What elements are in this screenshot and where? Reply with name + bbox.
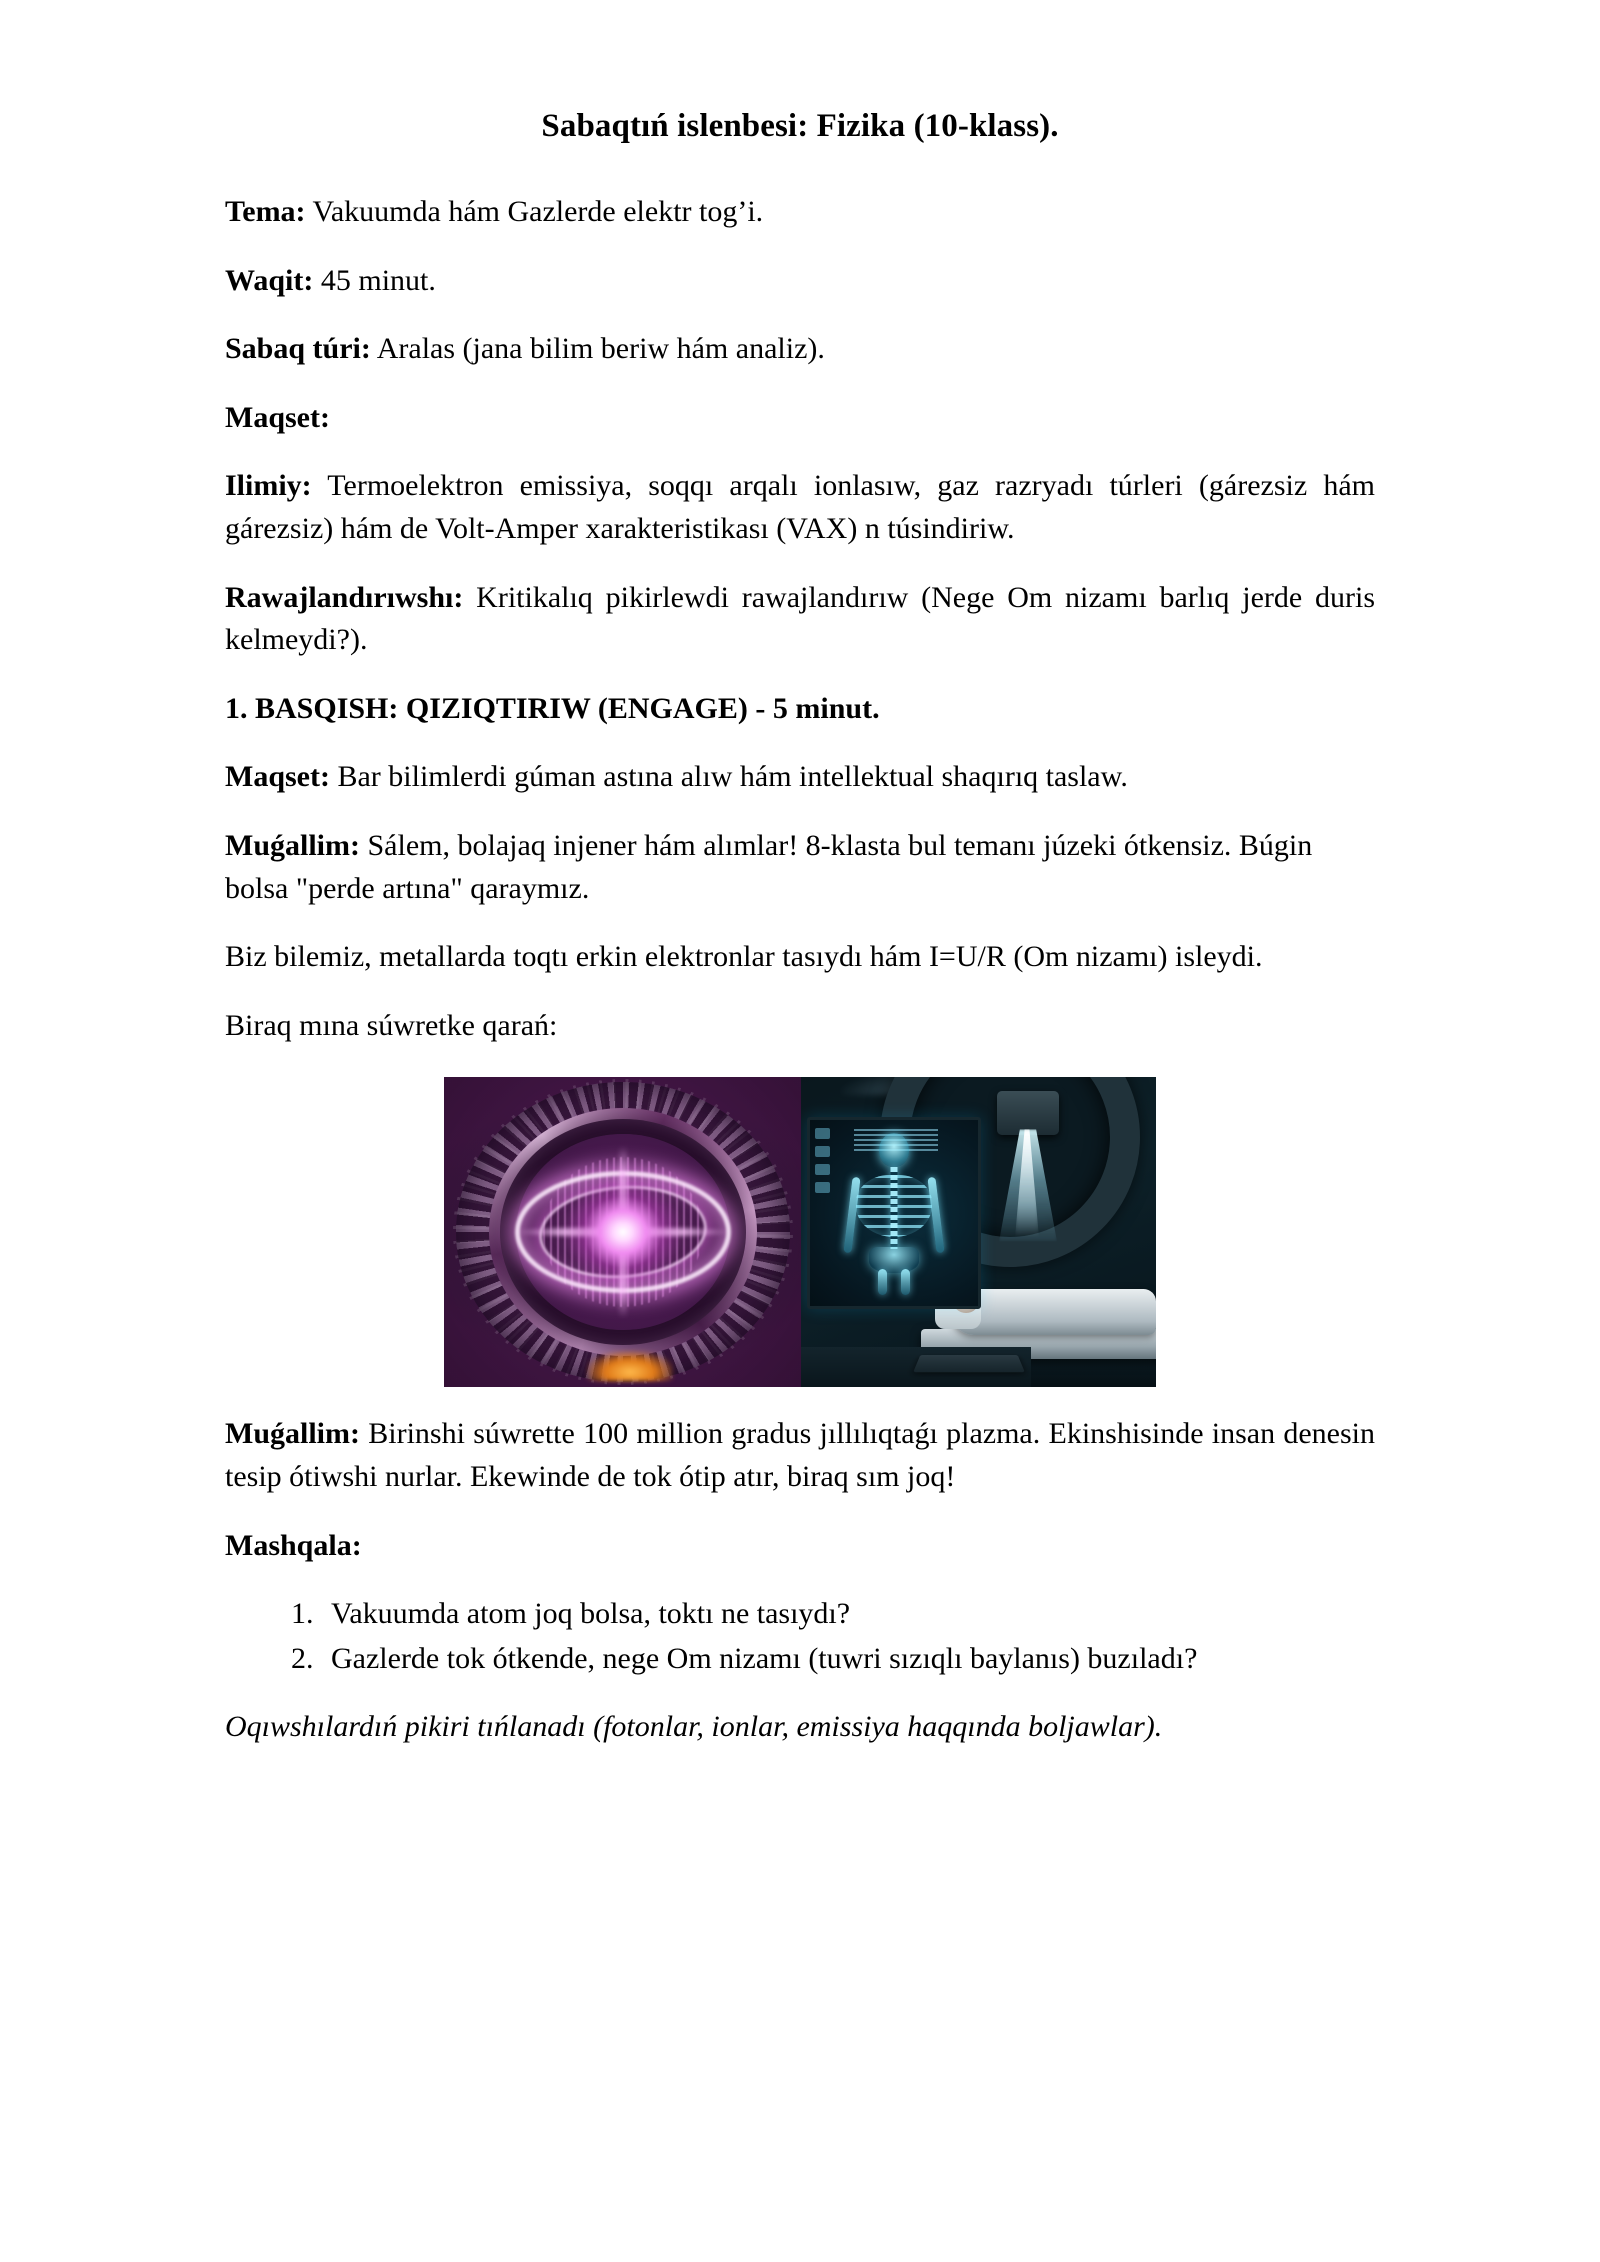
meta-row-tema — [225, 191, 1375, 234]
stage-heading: 1. BASQISH: QIZIQTIRIW (ENGAGE) - 5 minut. — [225, 691, 880, 725]
meta-value-tema: Vakuumda hám Gazlerde elektr tog’i. — [305, 195, 764, 228]
tokamak-bottom-light — [587, 1351, 673, 1381]
meta-label-waqit: Waqit: — [225, 263, 314, 297]
teacher-line-1 — [225, 825, 1375, 910]
meta-label-maqset: Maqset: — [225, 400, 330, 434]
skeleton-pelvis — [869, 1247, 919, 1273]
goal-value-rawajlandiriwshi: Kritikalıq pikirlewdi rawajlandırıw (Nege Om nizamı barlıq jerde duris kelmeydi?). — [225, 580, 1375, 657]
figure-block — [225, 1077, 1375, 1387]
teacher-line-2 — [225, 1413, 1375, 1498]
goal-label-rawajlandiriwshi: Rawajlandırıwshı: — [225, 580, 464, 614]
xray-monitor — [807, 1117, 981, 1309]
monitor-sidebar — [815, 1128, 841, 1288]
teacher-label-2: Muǵallim: — [225, 1417, 360, 1451]
question-list — [225, 1593, 1375, 1680]
beam-emitter-head — [997, 1091, 1059, 1135]
body-paragraph-2: Biraq mına súwretke qarań: — [225, 1008, 558, 1042]
goal-label-ilimiy: Ilimiy: — [225, 469, 312, 503]
goal-ilimiy — [225, 465, 1375, 550]
problem-heading: Mashqala: — [225, 1528, 362, 1562]
skeleton-leg-right — [901, 1269, 910, 1295]
figure-image-pair — [444, 1077, 1156, 1387]
meta-row-sabaq-turi — [225, 328, 1375, 371]
meta-label-sabaq-turi: Sabaq túri: — [225, 332, 371, 366]
list-item: 2. Gazlerde tok ótkende, nege Om nizamı (tuwri sızıqlı baylanıs) buzıladı? — [321, 1638, 1375, 1681]
stage-goal-label: Maqset: — [225, 760, 330, 794]
stage-goal-value: Bar bilimlerdi gúman astına alıw hám intellektual shaqırıq taslaw. — [329, 760, 1128, 794]
xray-radiotherapy-image — [801, 1077, 1156, 1387]
monitor-thumb — [815, 1128, 830, 1139]
patient-body — [951, 1289, 1156, 1335]
monitor-thumb — [815, 1164, 830, 1175]
meta-value-sabaq-turi: Aralas (jana bilim beriw hám analiz). — [370, 332, 825, 366]
keyboard-icon — [913, 1355, 1025, 1372]
goal-value-ilimiy: Termoelektron emissiya, soqqı arqalı ionlasıw, gaz razryadı túrleri (gárezsiz hám gárezsiz) hám de Volt-Amper xarakteristikası (VAX) n túsindiriw. — [225, 469, 1375, 545]
teacher-text-1: Sálem, bolajaq injener hám alımlar! 8-klasta bul temanı júzeki ótkensiz. Búgin bolsa "perde artına" qaraymız. — [225, 828, 1313, 905]
list-item: 1. Vakuumda atom joq bolsa, toktı ne tasıydı? — [321, 1593, 1375, 1636]
skeleton-spine — [891, 1167, 898, 1249]
tokamak-plasma-image — [444, 1077, 801, 1387]
xray-skeleton-icon — [842, 1131, 946, 1295]
meta-value-waqit: 45 minut. — [313, 263, 436, 297]
meta-label-tema: Tema: — [225, 195, 306, 228]
body-paragraph-1: Biz bilemiz, metallarda toqtı erkin elektronlar tasıydı hám I=U/R (Om nizamı) isleydi. — [225, 940, 1263, 974]
monitor-thumb — [815, 1146, 830, 1157]
teacher-label-1: Muǵallim: — [225, 828, 360, 862]
meta-row-maqset — [225, 397, 1375, 440]
teacher-text-2: Birinshi súwrette 100 million gradus jıllılıqtaǵı plazma. Ekinshisinde insan denesin tesip ótiwshi nurlar. Ekewinde de tok ótip atır, biraq sım joq! — [225, 1417, 1375, 1493]
skeleton-skull — [879, 1133, 909, 1167]
meta-row-waqit — [225, 260, 1375, 303]
skeleton-leg-left — [878, 1269, 887, 1295]
goal-rawajlandiriwshi — [225, 577, 1375, 662]
page-title: Sabaqtıń islenbesi: Fizika (10-klass). — [541, 108, 1059, 144]
monitor-thumb — [815, 1182, 830, 1193]
stage-goal — [225, 756, 1375, 799]
plasma-core — [563, 1177, 683, 1287]
closing-note: Oqıwshılardıń pikiri tıńlanadı (fotonlar, ionlar, emissiya haqqında boljawlar). — [225, 1710, 1163, 1744]
